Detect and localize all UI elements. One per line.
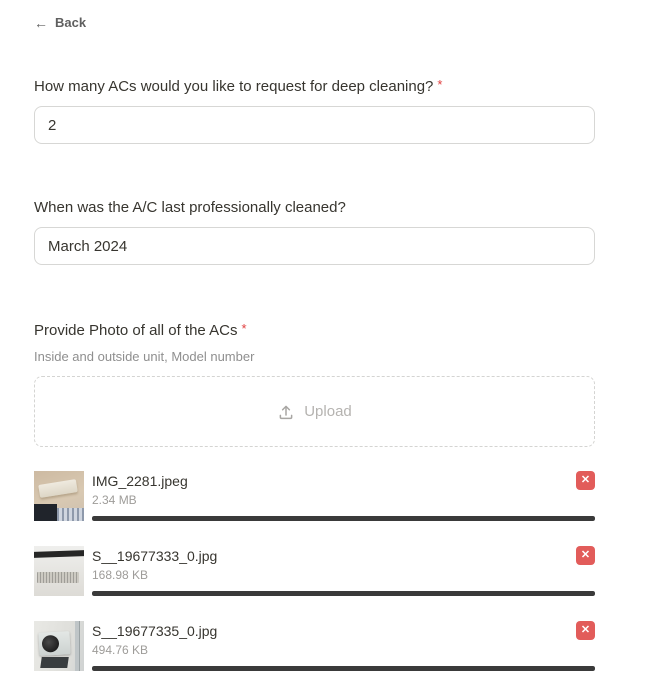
delete-file-button[interactable] <box>576 471 595 490</box>
close-icon: ✕ <box>580 549 591 561</box>
file-row <box>34 471 595 521</box>
question-description: Inside and outside unit, Model number <box>34 349 255 364</box>
close-icon: ✕ <box>580 624 591 636</box>
upload-icon <box>277 403 295 421</box>
uploaded-files-list <box>34 471 595 671</box>
delete-file-button[interactable] <box>576 546 595 565</box>
file-thumbnail <box>34 546 84 596</box>
back-label: Back <box>55 15 87 30</box>
required-asterisk: * <box>437 77 443 92</box>
file-thumbnail <box>34 621 84 671</box>
file-name: S__19677335_0.jpg <box>92 623 218 639</box>
arrow-left-icon: ← <box>34 15 48 31</box>
question-label-text: Provide Photo of all of the ACs <box>34 322 238 339</box>
file-row <box>34 546 595 596</box>
file-info <box>92 471 595 521</box>
last-cleaned-input[interactable] <box>34 227 595 265</box>
file-thumbnail <box>34 471 84 521</box>
upload-progress-bar <box>92 666 595 671</box>
file-size: 2.34 MB <box>92 493 137 507</box>
required-asterisk: * <box>241 321 247 336</box>
file-name: IMG_2281.jpeg <box>92 473 188 489</box>
file-size: 168.98 KB <box>92 568 149 582</box>
upload-label: Upload <box>304 403 352 420</box>
question-label-text: When was the A/C last professionally cleaned? <box>34 199 346 216</box>
file-info <box>92 546 595 596</box>
file-name: S__19677333_0.jpg <box>92 548 218 564</box>
upload-progress-bar <box>92 591 595 596</box>
delete-file-button[interactable] <box>576 621 595 640</box>
question-block-last-cleaned <box>34 198 595 265</box>
question-label <box>34 75 595 97</box>
back-button[interactable] <box>34 15 86 31</box>
close-icon: ✕ <box>580 474 591 486</box>
question-label <box>34 319 595 341</box>
file-info <box>92 621 595 671</box>
question-label-text: How many ACs would you like to request for deep cleaning? <box>34 78 434 95</box>
question-block-photos <box>34 319 595 671</box>
upload-button[interactable] <box>34 376 595 447</box>
question-block-ac-count <box>34 75 595 144</box>
question-label <box>34 198 595 218</box>
ac-count-input[interactable] <box>34 106 595 144</box>
upload-progress-bar <box>92 516 595 521</box>
file-size: 494.76 KB <box>92 643 149 657</box>
file-row <box>34 621 595 671</box>
